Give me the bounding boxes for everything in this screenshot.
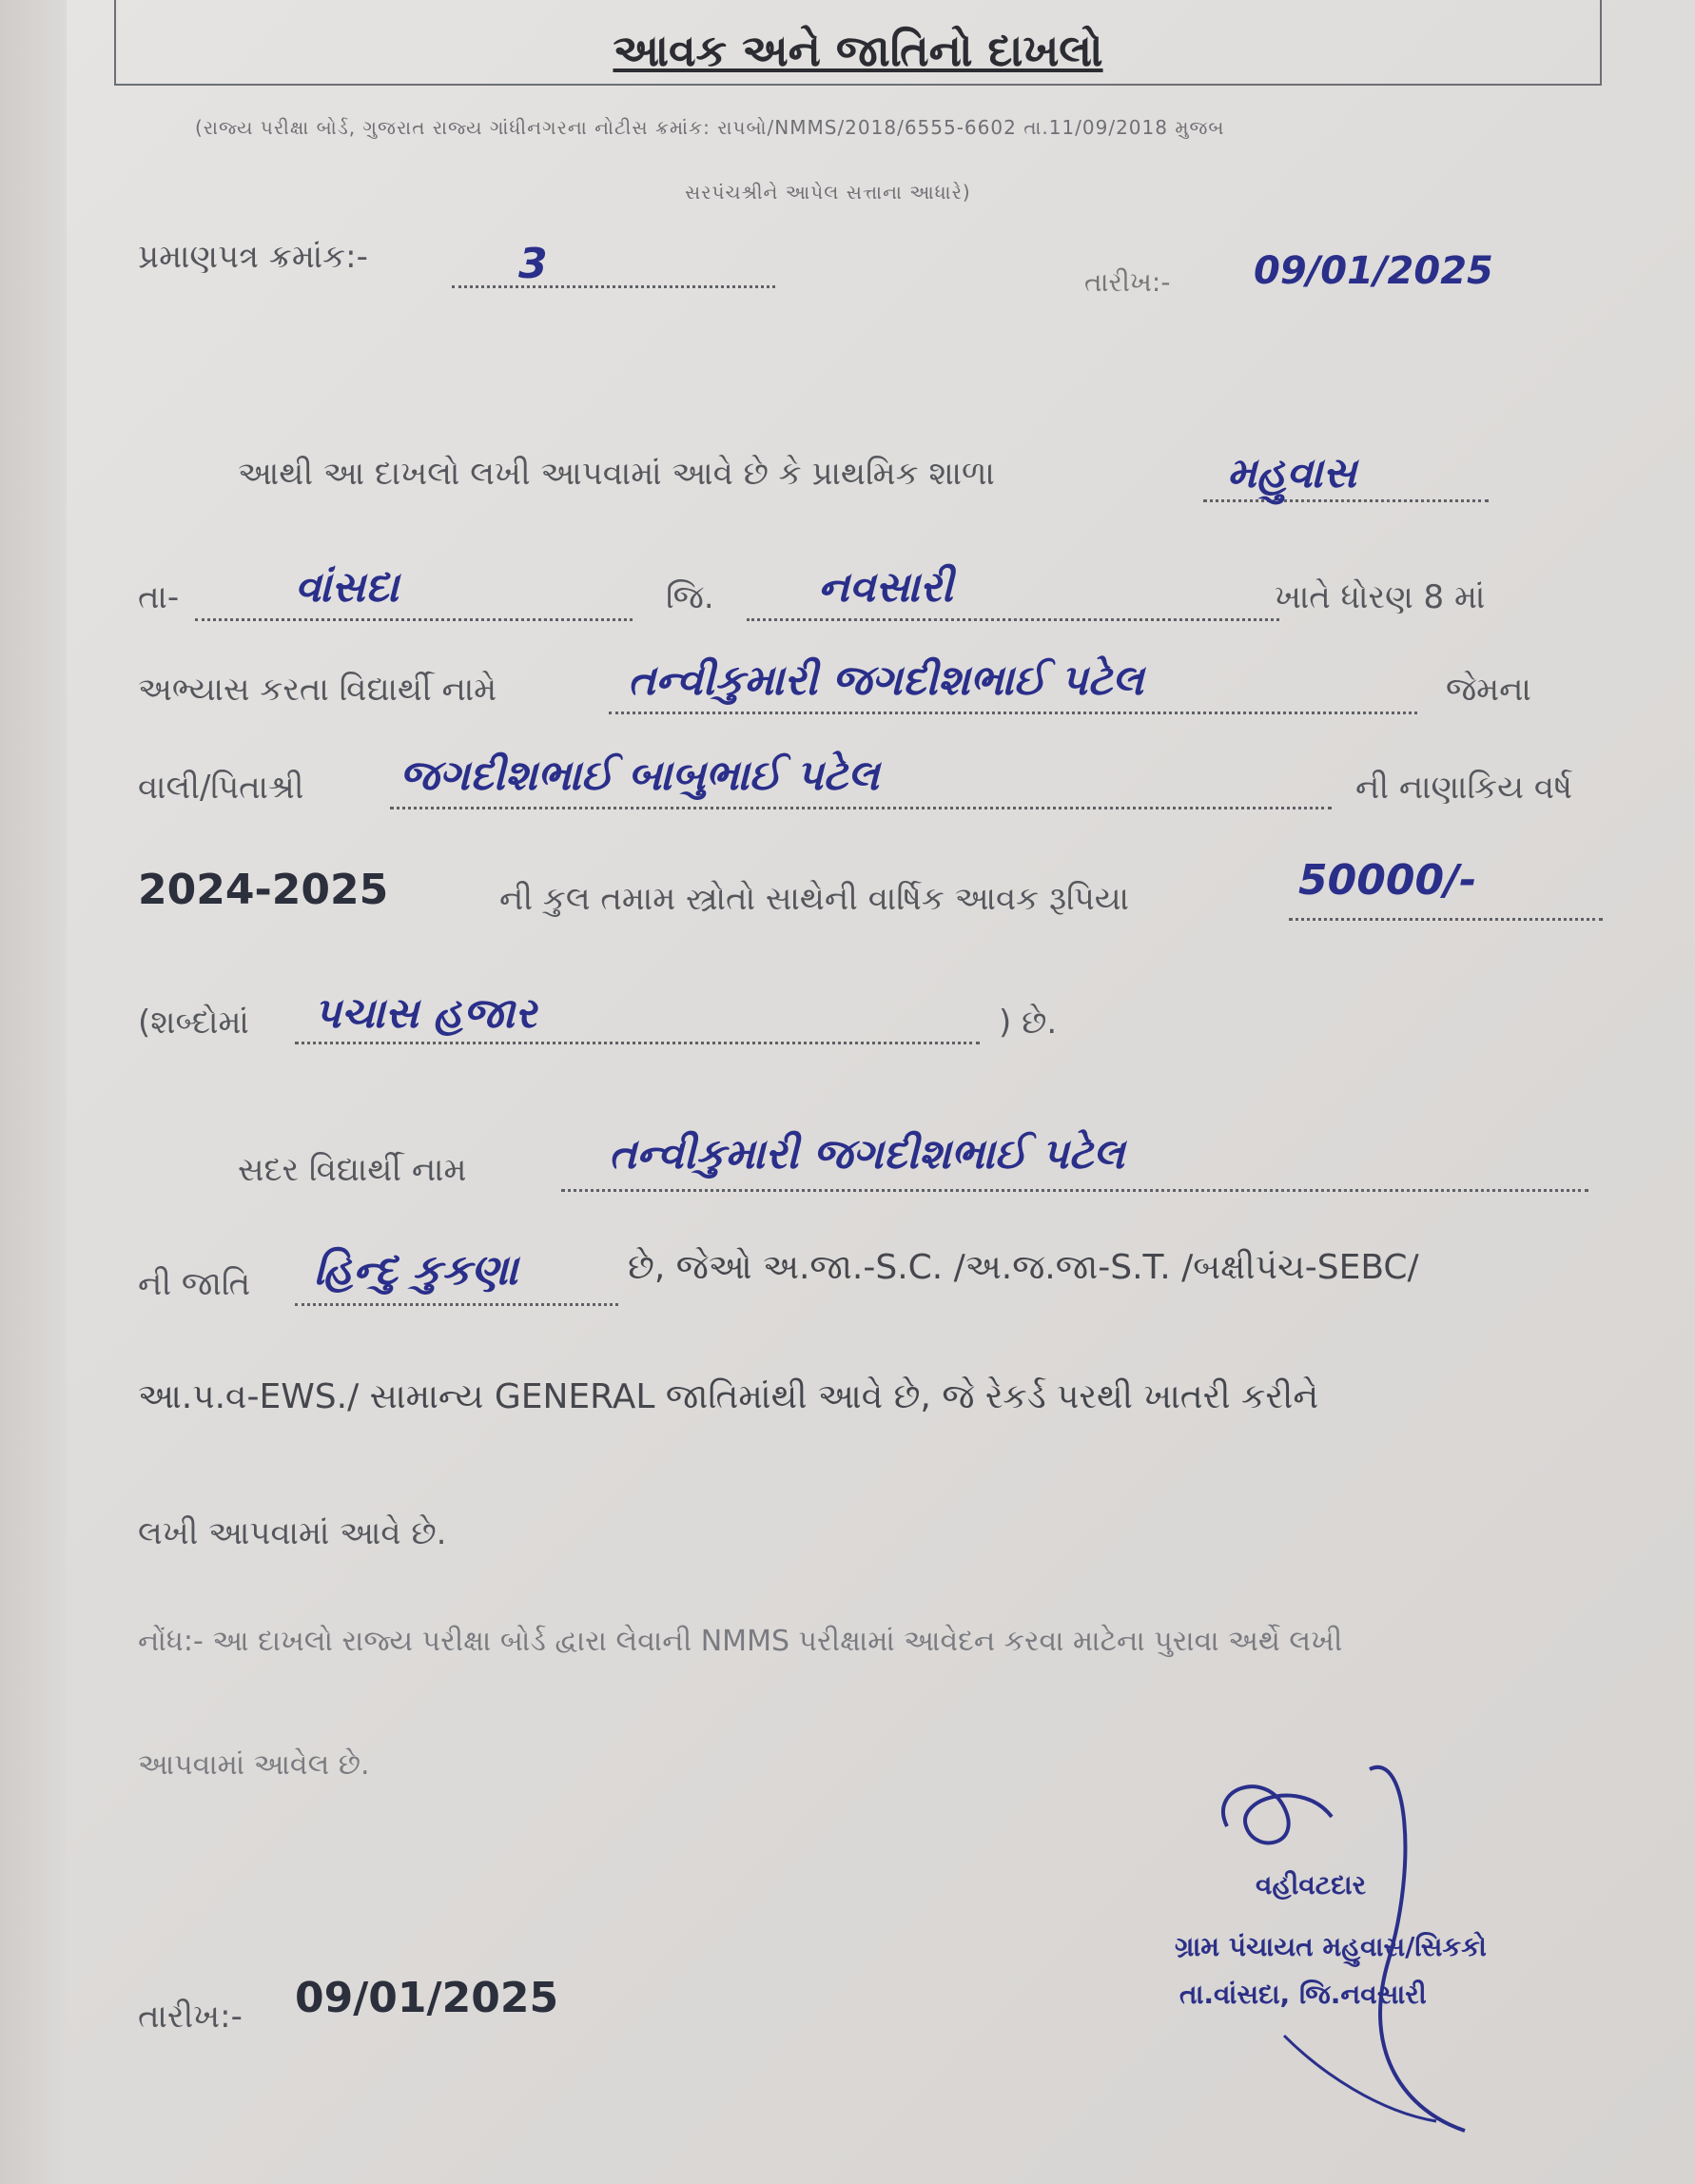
caste-category-line: છે, જેઓ અ.જા.-S.C. /અ.જ.જા-S.T. /બક્ષીપંચ-SEBC/ — [628, 1248, 1419, 1287]
para2-name: તન્વીકુમારી જગદીશભાઈ પટેલ — [609, 1130, 1125, 1179]
date-value: 09/01/2025 — [1254, 249, 1493, 293]
intro-text: આથી આ દાખલો લખી આપવામાં આવે છે કે પ્રાથમિક શાળા — [238, 455, 995, 493]
guardian-dots — [390, 807, 1332, 809]
income-amount: 50000/- — [1298, 856, 1477, 905]
guardian-name: જગદીશભાઈ બાબુભાઈ પટેલ — [399, 751, 880, 800]
authority-line-1: (રાજ્ય પરીક્ષા બોર્ડ, ગુજરાત રાજ્ય ગાંધીનગરના નોટીસ ક્રમાંક: રાપબો/NMMS/2018/6555-6602 તા.11/09/2018 મુજબ — [195, 116, 1225, 139]
bottom-date: 09/01/2025 — [295, 1974, 559, 2022]
para2-dots — [561, 1189, 1588, 1192]
student-name: તન્વીકુમારી જગદીશભાઈ પટેલ — [628, 656, 1144, 705]
title-box — [114, 0, 1602, 86]
district-dots — [747, 618, 1279, 621]
caste-dots — [295, 1303, 618, 1306]
para2-label: સદર વિદ્યાર્થી નામ — [238, 1151, 467, 1189]
document-title: આવક અને જાતિનો દાખલો — [613, 25, 1103, 76]
stamp-line-3: તા.વાંસદા, જિ.નવસારી — [1179, 1979, 1427, 2010]
date-label: તારીખ:- — [1084, 266, 1171, 298]
taluka-value: વાંસદા — [295, 563, 399, 612]
caste-value: હિન્દુ કુકણા — [314, 1246, 518, 1295]
financial-year-label: ની નાણાકિય વર્ષ — [1355, 769, 1573, 807]
certificate-no-label: પ્રમાણપત્ર ક્રમાંક:- — [138, 238, 368, 276]
note-line-1: નોંધ:- આ દાખલો રાજ્ય પરીક્ષા બોર્ડ દ્વારા લેવાની NMMS પરીક્ષામાં આવેદન કરવા માટેના પુરાવા અર્થે લખી — [138, 1625, 1343, 1658]
financial-year: 2024-2025 — [138, 866, 389, 914]
whose-label: જેમના — [1446, 671, 1531, 709]
in-words-end: ) છે. — [999, 1004, 1058, 1042]
in-words-label: (શબ્દોમાં — [138, 1004, 249, 1042]
school-dots — [1203, 499, 1489, 502]
taluka-dots — [195, 618, 633, 621]
bottom-date-label: તારીખ:- — [138, 1998, 243, 2036]
caste-label: ની જાતિ — [138, 1265, 251, 1303]
income-words: પચાસ હજાર — [314, 989, 536, 1038]
caste-category-line-3: લખી આપવામાં આવે છે. — [138, 1514, 447, 1552]
student-name-dots — [609, 712, 1417, 714]
note-line-2: આપવામાં આવેલ છે. — [138, 1748, 370, 1782]
stamp-line-2: ગ્રામ પંચાયત મહુવાસ/સિકકો — [1175, 1931, 1487, 1962]
studying-label: અભ્યાસ કરતા વિદ્યાર્થી નામે — [138, 671, 497, 709]
income-dots — [1289, 918, 1603, 921]
caste-category-line-2: આ.પ.વ-EWS./ સામાન્ય GENERAL જાતિમાંથી આવે છે, જે રેકર્ડ પરથી ખાતરી કરીને — [138, 1377, 1319, 1416]
stamp-line-1: વહીવટદાર — [1256, 1869, 1367, 1901]
certificate-no: 3 — [518, 240, 548, 288]
page-left-edge — [0, 0, 67, 2184]
authority-line-2: સરપંચશ્રીને આપેલ સત્તાના આધારે) — [685, 181, 971, 204]
certificate-no-dots — [452, 285, 775, 288]
taluka-label: તા- — [138, 578, 180, 616]
income-text: ની કુલ તમામ સ્ત્રોતો સાથેની વાર્ષિક આવક રૂપિયા — [499, 880, 1129, 918]
district-value: નવસારી — [818, 563, 953, 612]
in-words-dots — [295, 1042, 980, 1044]
standard-text: ખાતે ધોરણ 8 માં — [1275, 578, 1486, 616]
district-label: જિ. — [666, 578, 714, 616]
guardian-label: વાલી/પિતાશ્રી — [138, 769, 304, 807]
school-name: મહુવાસ — [1227, 449, 1357, 497]
